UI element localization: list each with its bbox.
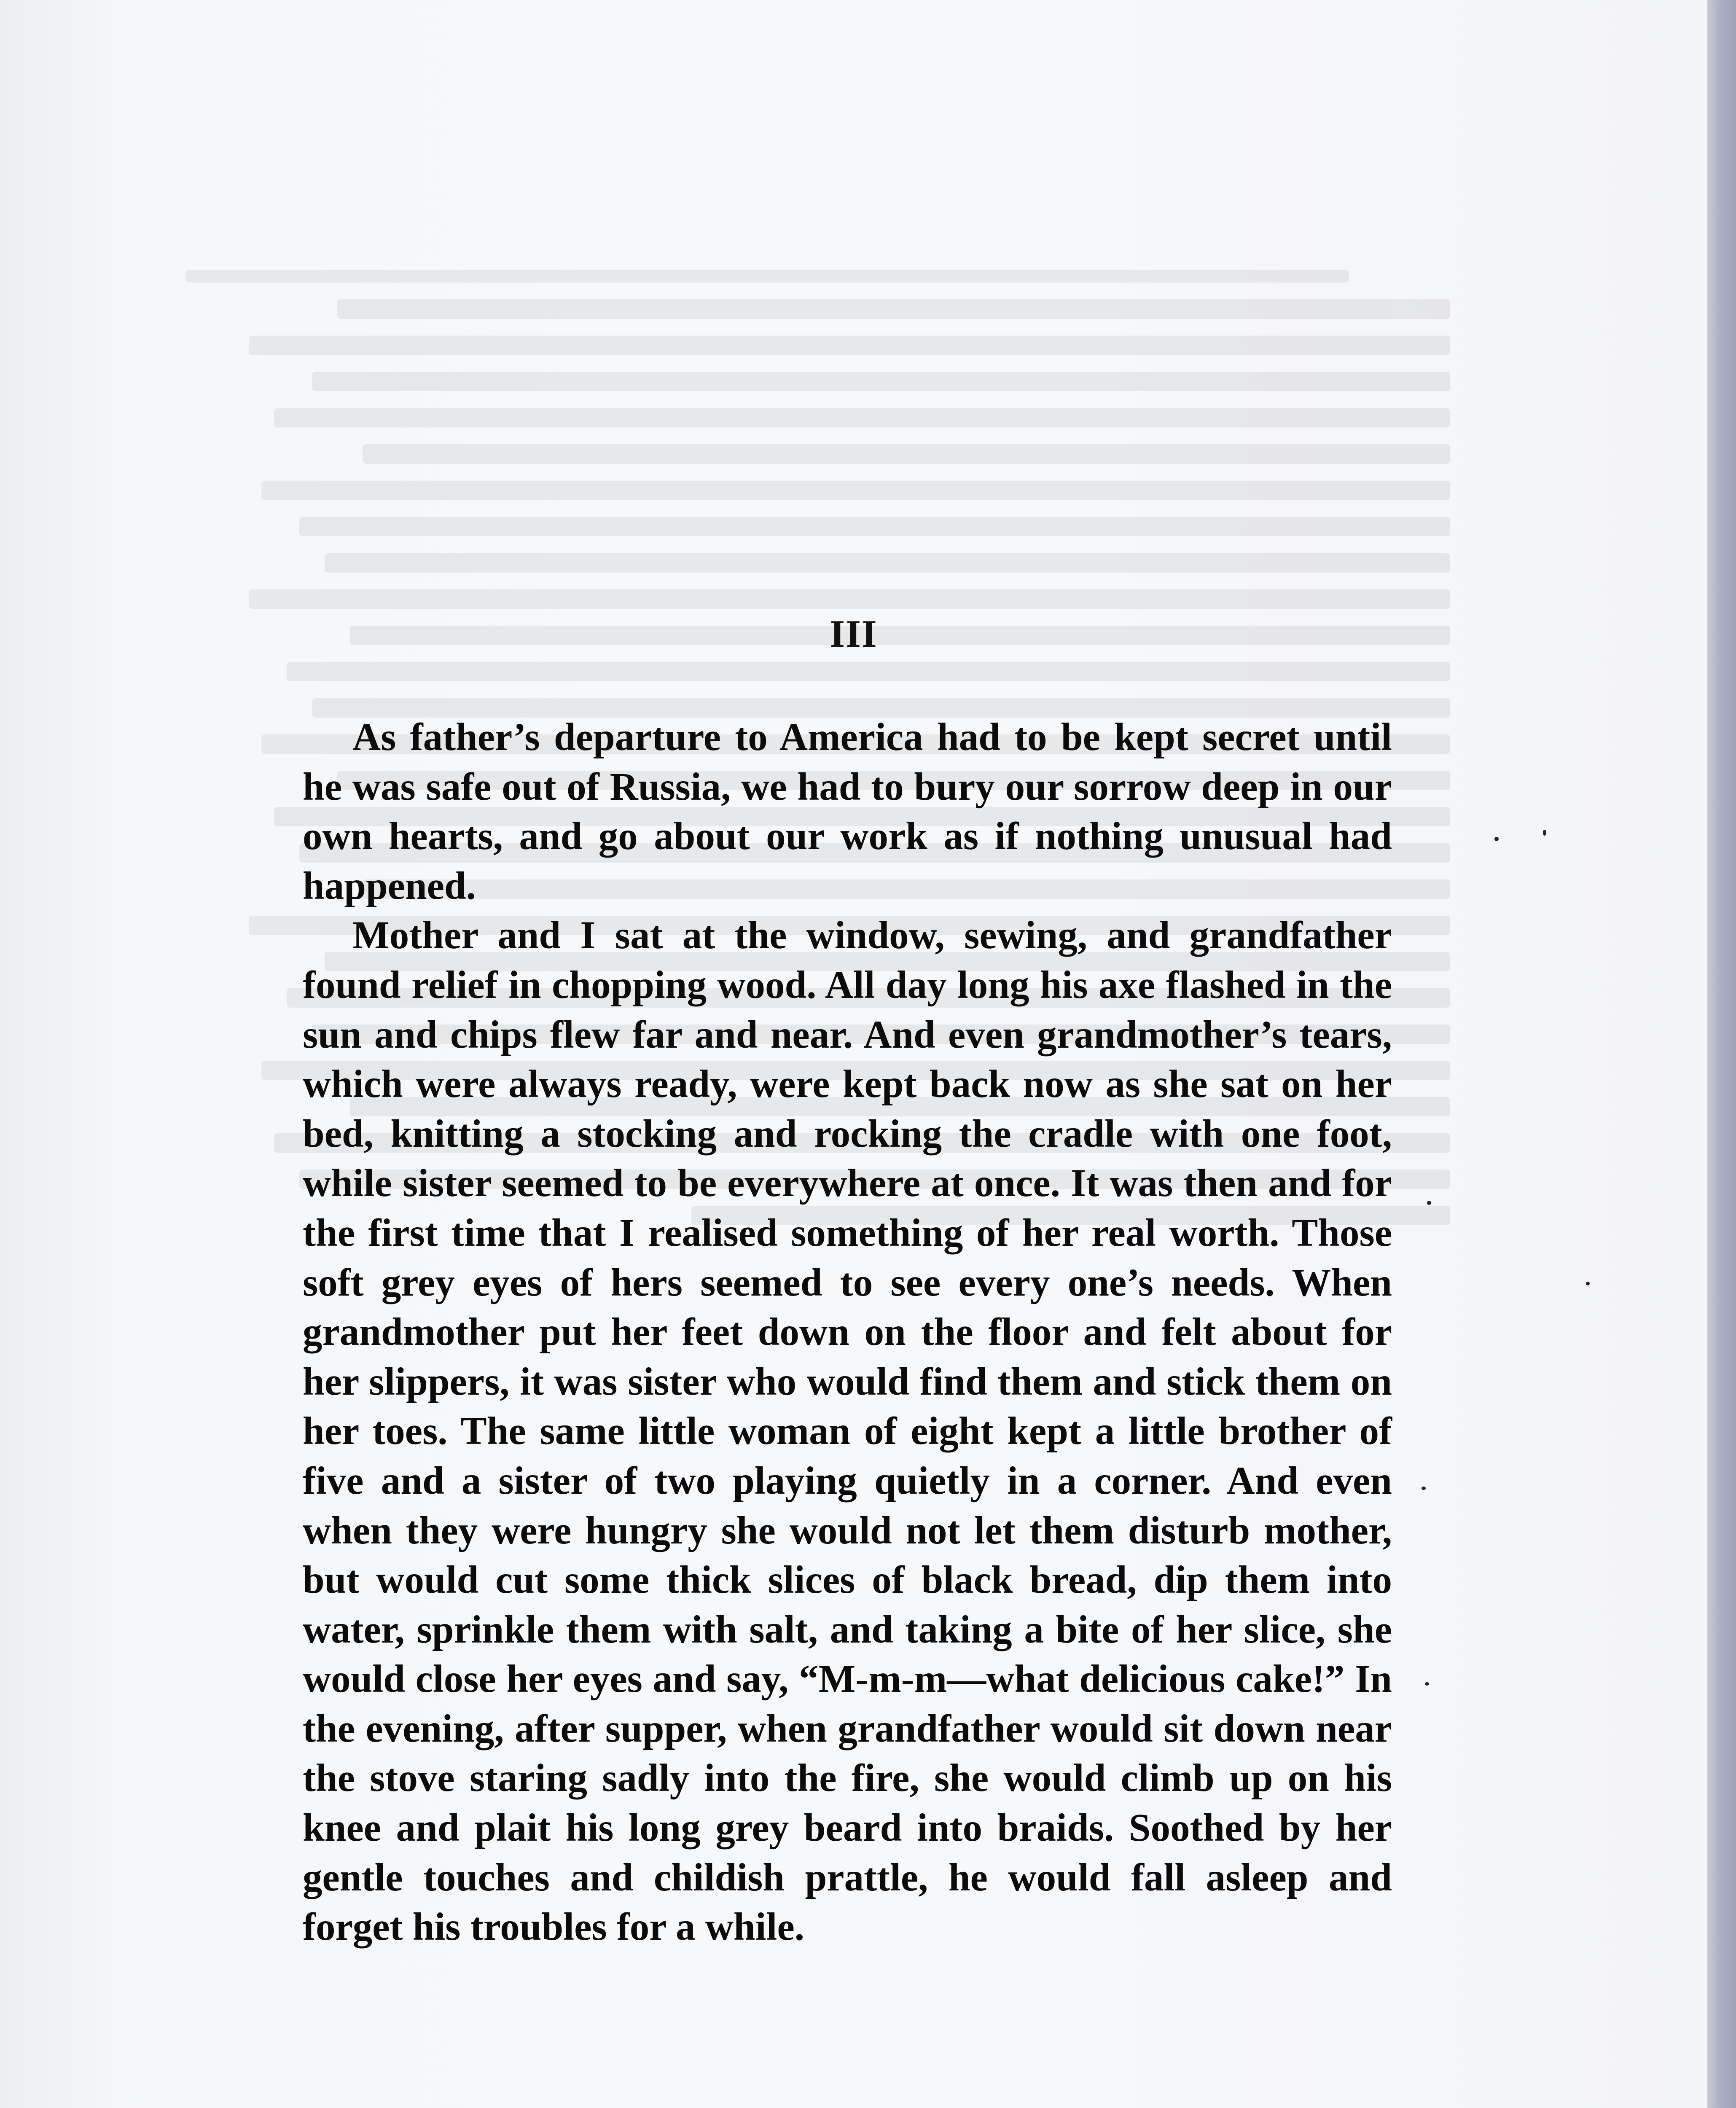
ink-speck: [1494, 837, 1499, 841]
chapter-heading: III: [830, 612, 878, 655]
page-edge: [1707, 0, 1736, 2108]
ink-speck: [1543, 830, 1546, 836]
ink-speck: [1425, 1682, 1429, 1686]
ink-speck: [1586, 1282, 1590, 1285]
ink-speck: [1427, 1201, 1431, 1205]
paragraph: As father’s departure to America had to be kept secret until he was safe out of Russia, we had to bury our sorrow deep in our own hearts, and go about our work as if nothing unusual had happened.: [303, 715, 1392, 908]
ink-speck: [1422, 1487, 1426, 1490]
paragraph: Mother and I sat at the window, sewing, and grandfather found relief in chopping wood. All day long his axe flashed in the sun and chips flew far and near. And even grandmother’s tears, which were always ready, were kept back now as she sat on her bed, knitting a stocking and rocking the cradle with one foot, while sister seemed to be everywhere at once. It was then and for the first time that I realised something of her real worth. Those soft grey eyes of hers seemed to see every one’s needs. When grandmother put her feet down on the floor and felt about for her slippers, it was sister who would find them and stick them on her toes. The same little woman of eight kept a little brother of five and a sister of two playing quietly in a corner. And even when they were hungry she would not let them disturb mother, but would cut some thick slices of black bread, dip them into water, sprinkle them with salt, and taking a bite of her slice, she would close her eyes and say, “M-m-m—what delicious cake!” In the evening, after supper, when grandfather would sit down near the stove staring sadly into the fire, she would climb up on his knee and plait his long grey beard into braids. Soothed by her gentle touches and childish prattle, he would fall asleep and forget his troubles for a while.: [303, 914, 1392, 1949]
chapter-body: [303, 713, 1392, 1952]
